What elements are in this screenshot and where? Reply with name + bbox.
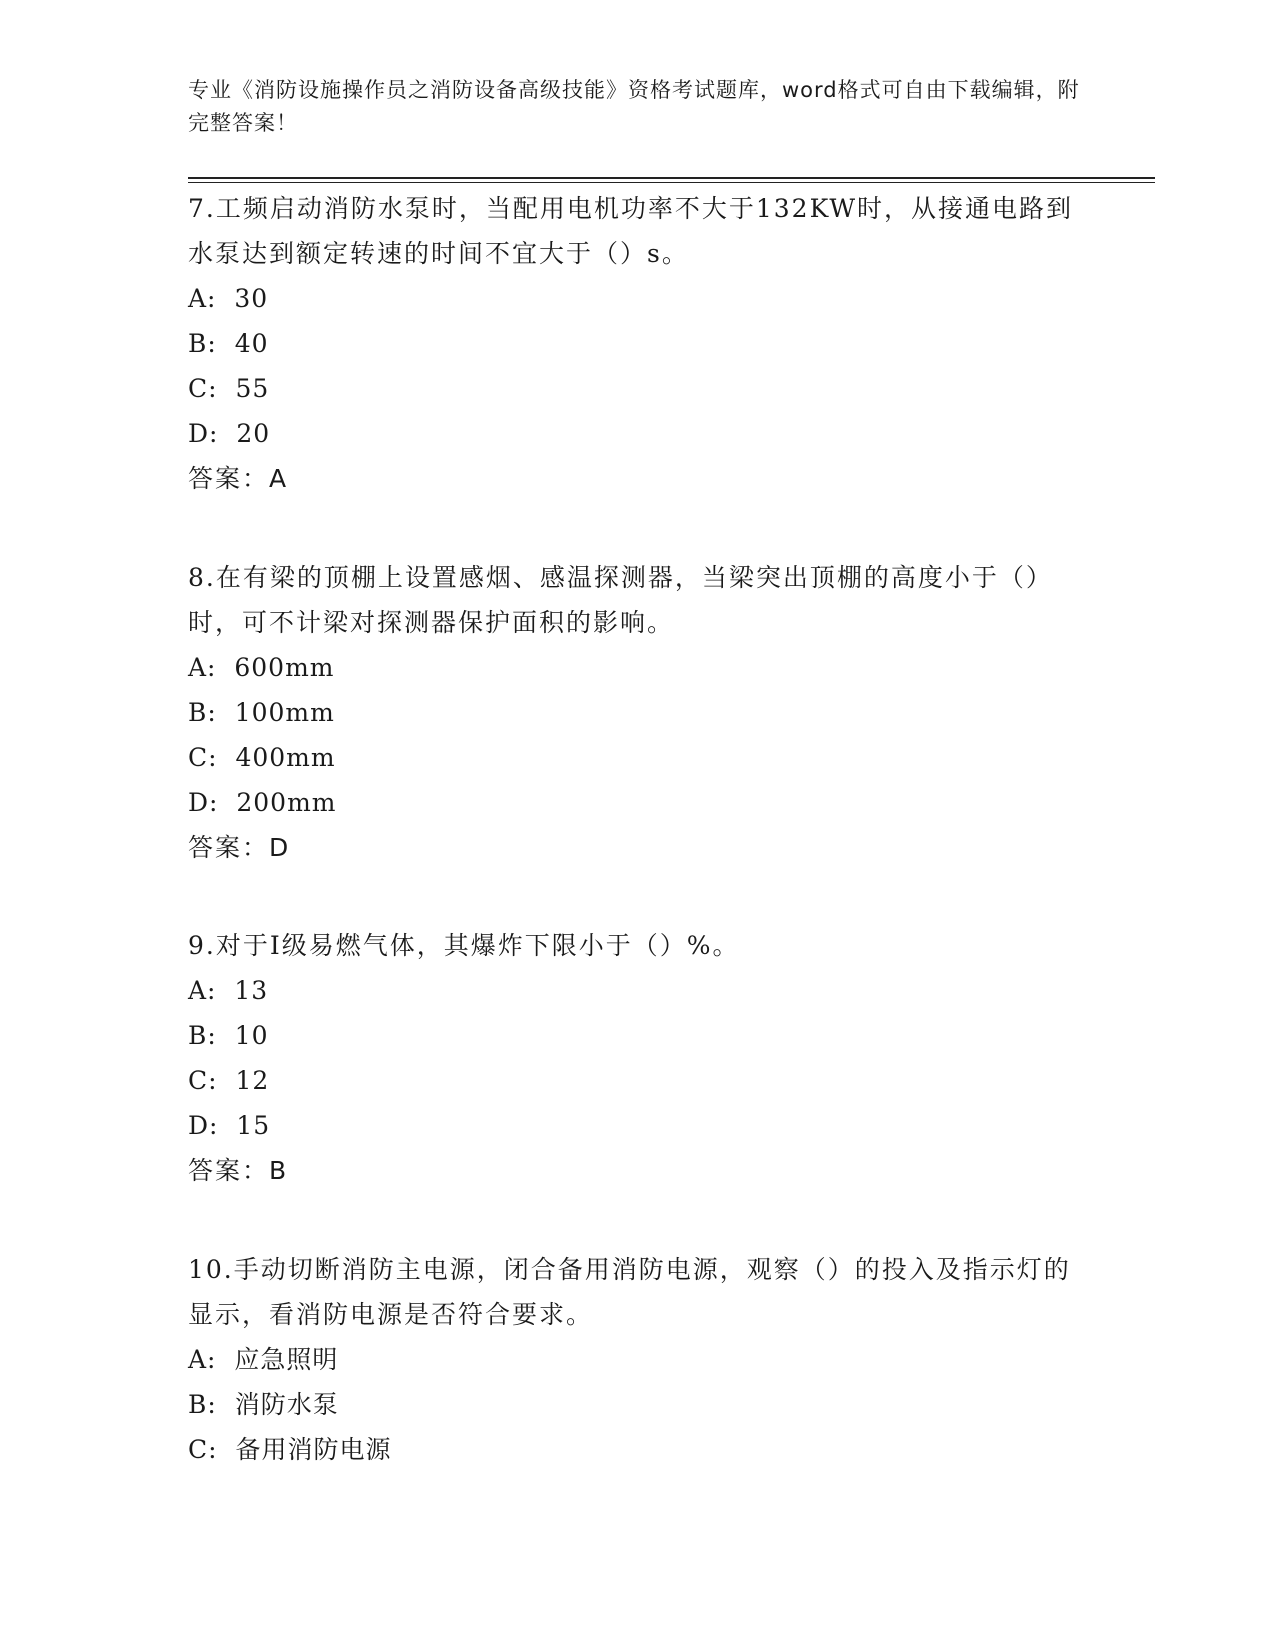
question-8	[188, 555, 1088, 871]
answer-line: 答案：A	[188, 464, 289, 493]
answer-line: 答案：B	[188, 1156, 289, 1185]
question-9	[188, 923, 1088, 1194]
answer-line: 答案：D	[188, 833, 291, 862]
option-a: A: 30	[188, 284, 269, 313]
option-a: A: 13	[188, 976, 269, 1005]
option-c: C: 12	[188, 1066, 270, 1095]
document-header: 专业《消防设施操作员之消防设备高级技能》资格考试题库，word格式可自由下载编辑，附完整答案！	[188, 78, 1080, 135]
question-text: 7.工频启动消防水泵时，当配用电机功率不大于132KW时，从接通电路到水泵达到额定转速的时间不宜大于（）s。	[188, 194, 1074, 268]
question-10	[188, 1247, 1088, 1472]
question-text: 8.在有梁的顶棚上设置感烟、感温探测器，当梁突出顶棚的高度小于（）时，可不计梁对探测器保护面积的影响。	[188, 563, 1053, 637]
option-d: D: 200mm	[188, 788, 337, 817]
option-a: A: 应急照明	[188, 1345, 339, 1374]
header-divider-thin	[188, 182, 1155, 183]
option-b: B: 10	[188, 1021, 269, 1050]
option-b: B: 40	[188, 329, 269, 358]
option-c: C: 备用消防电源	[188, 1435, 392, 1464]
question-7	[188, 186, 1088, 502]
option-d: D: 20	[188, 419, 271, 448]
option-a: A: 600mm	[188, 653, 335, 682]
question-text: 10.手动切断消防主电源，闭合备用消防电源，观察（）的投入及指示灯的显示，看消防电源是否符合要求。	[188, 1255, 1071, 1329]
question-text: 9.对于Ⅰ级易燃气体，其爆炸下限小于（）%。	[188, 931, 740, 960]
option-c: C: 55	[188, 374, 270, 403]
header-divider-thick	[188, 177, 1155, 179]
option-d: D: 15	[188, 1111, 271, 1140]
option-b: B: 100mm	[188, 698, 335, 727]
option-b: B: 消防水泵	[188, 1390, 339, 1419]
option-c: C: 400mm	[188, 743, 336, 772]
